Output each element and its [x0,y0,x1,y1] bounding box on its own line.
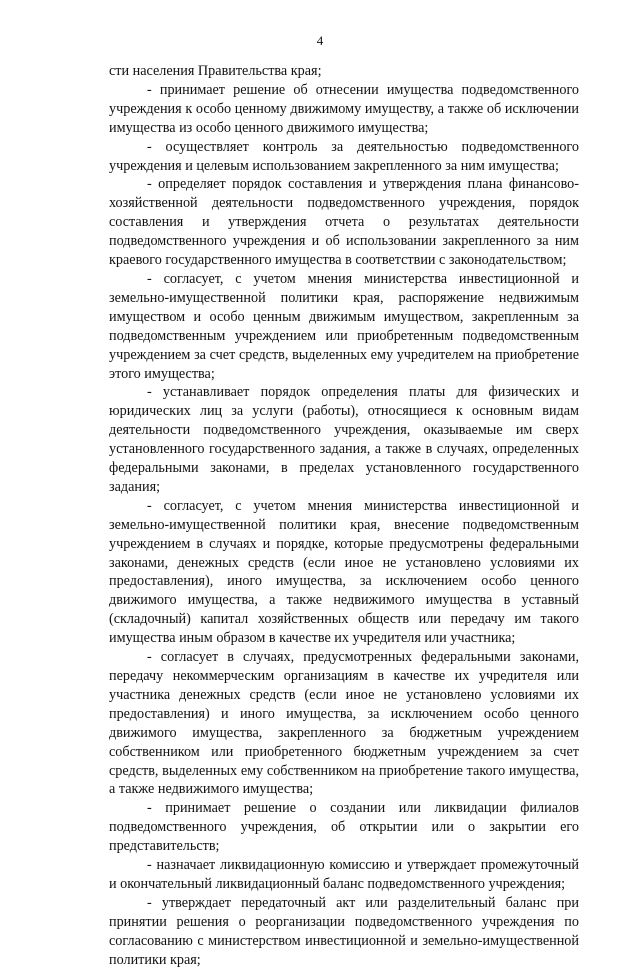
paragraph: - осуществляет контроль за деятельностью подведомственного учреждения и целевым использованием закрепленного за ним имущества; [109,138,579,174]
paragraph: - согласует, с учетом мнения министерства инвестиционной и земельно-имущественной политики края, распоряжение недвижимым имуществом и особо ценным движимым имуществом, закрепленным за подведомственным учреждением или приобретенным подведомственным учреждением за счет средств, выделенных ему учредителем на приобретение этого имущества; [109,270,579,382]
paragraph: - устанавливает порядок определения платы для физических и юридических лиц за услуги (работы), относящиеся к основным видам деятельности подведомственного учреждения, оказываемые им сверх установленного государственного задания, а также в случаях, определенных федеральными законами, в пределах установленного государственного задания; [109,384,579,495]
paragraph: - утверждает передаточный акт или разделительный баланс при принятии решения о реорганизации подведомственного учреждения по согласованию с министерством инвестиционной и земельно-имущественной политики края; [109,894,579,968]
paragraph: - согласует, с учетом мнения министерства инвестиционной и земельно-имущественной политики края, внесение подведомственным учреждением в случаях и порядке, которые предусмотрены федеральными законами, денежных средств (если иное не установлено условиями их предоставления), иного имущества, за исключением особо ценного движимого имущества, а также недвижимого имущества в уставный (складочный) капитал хозяйственных обществ или передачу им такого имущества иным образом в качестве их учредителя или участника; [109,497,579,647]
paragraph: сти населения Правительства края; [109,63,322,79]
paragraph: - принимает решение о создании или ликвидации филиалов подведомственного учреждения, об открытии или о закрытии его представительств; [109,800,579,855]
paragraph: - согласует в случаях, предусмотренных федеральными законами, передачу некоммерческим организациям в качестве их учредителя или участника денежных средств (если иное не установлено условиями их предоставления) и иного имущества, за исключением особо ценного движимого имущества, закрепленного за бюджетным учреждением собственником или приобретенного бюджетным учреждением за счет средств, выделенных ему собственником на приобретение такого имущества, а также недвижимого имущества; [109,649,579,798]
page-number: 4 [316,33,324,48]
paragraph: - назначает ликвидационную комиссию и утверждает промежуточный и окончательный ликвидационный баланс подведомственного учреждения; [109,857,579,892]
paragraph: - определяет порядок составления и утверждения плана финансово-хозяйственной деятельности подведомственного учреждения, порядок составления и утверждения отчета о результатах деятельности подведомственного учреждения и об использовании закрепленного за ним краевого государственного имущества в соответствии с законодательством; [109,176,579,269]
paragraph: - принимает решение об отнесении имущества подведомственного учреждения к особо ценному движимому имуществу, а также об исключении имущества из особо ценного движимого имущества; [109,81,579,136]
document-body [109,62,579,970]
